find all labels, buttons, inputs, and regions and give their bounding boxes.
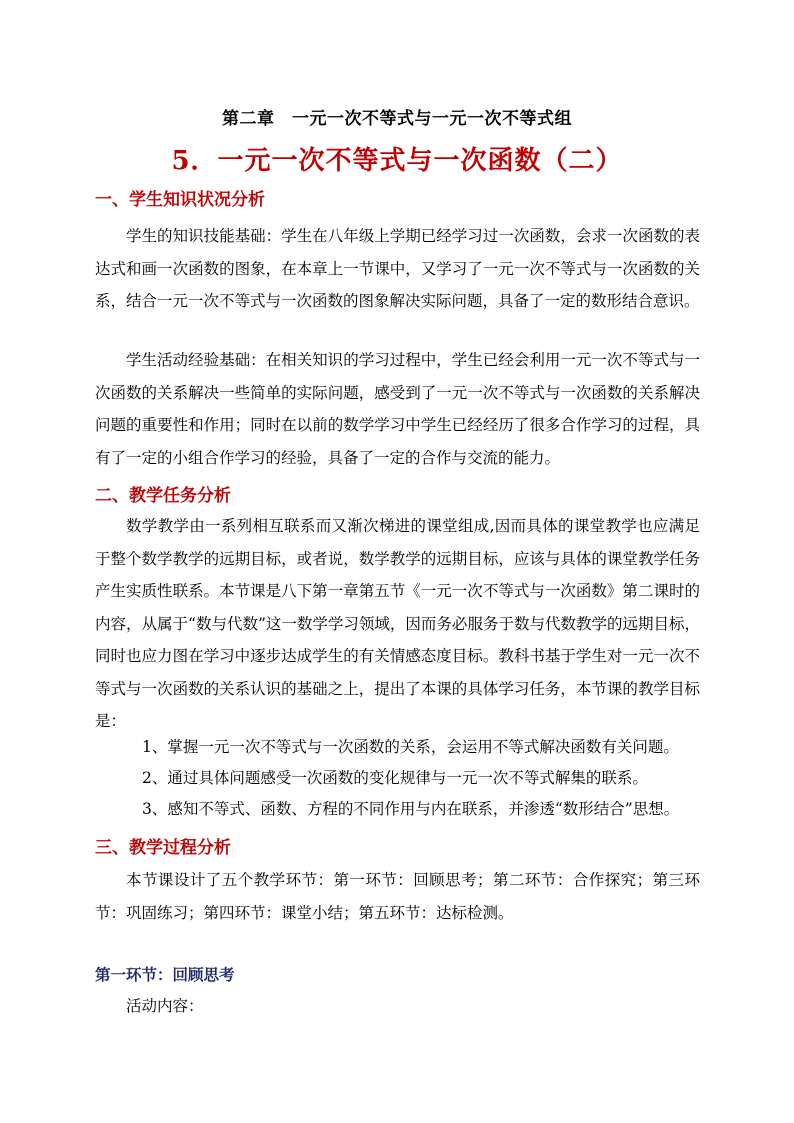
paragraph-activity-experience: 学生活动经验基础：在相关知识的学习过程中，学生已经会利用一元一次不等式与一次函数的关系解决一些简单的实际问题，感受到了一元一次不等式与一次函数的关系解决问题的重要性和作用；同时在以前的数学学习中学生已经经历了很多合作学习的过程，具有了一定的小组合作学习的经验，具备了一定的合作与交流的能力。 [95,351,700,467]
paragraph-process-overview: 本节课设计了五个教学环节：第一环节：回顾思考；第二环节：合作探究；第三环节：巩固练习；第四环节：课堂小结；第五环节：达标检测。 [95,871,700,922]
section-heading-process-analysis: 三、教学过程分析 [95,838,231,858]
section-heading-task-analysis: 二、教学任务分析 [95,486,231,506]
teaching-goal-1: 1、掌握一元一次不等式与一次函数的关系，会运用不等式解决函数有关问题。 [142,738,679,756]
teaching-goal-3: 3、感知不等式、函数、方程的不同作用与内在联系，并渗透“数形结合”思想。 [142,800,680,818]
paragraph-task-analysis: 数学教学由一系列相互联系而又渐次梯进的课堂组成,因而具体的课堂教学也应满足于整个数学教学的远期目标，或者说，数学教学的远期目标，应该与具体的课堂教学任务产生实质性联系。本节课是八下第一章第五节《一元一次不等式与一次函数》第二课时的内容，从属于“数与代数”这一数学学习领域，因而务必服务于数与代数教学的远期目标，同时也应力图在学习中逐步达成学生的有关情感态度目标。教科书基于学生对一元一次不等式与一次函数的关系认识的基础之上，提出了本课的具体学习任务，本节课的教学目标是： [95,517,700,730]
section-heading-student-analysis: 一、学生知识状况分析 [95,190,265,210]
activity-content-label: 活动内容： [126,997,204,1015]
step1-heading: 第一环节：回顾思考 [95,965,235,984]
chapter-title: 第二章 一元一次不等式与一元一次不等式组 [222,109,572,129]
teaching-goal-2: 2、通过具体问题感受一次函数的变化规律与一元一次不等式解集的联系。 [142,769,648,787]
paragraph-knowledge-basis: 学生的知识技能基础：学生在八年级上学期已经学习过一次函数，会求一次函数的表达式和画一次函数的图象，在本章上一节课中，又学习了一元一次不等式与一次函数的关系，结合一元一次不等式与一次函数的图象解决实际问题，具备了一定的数形结合意识。 [95,227,700,310]
lesson-title: 5．一元一次不等式与一次函数（二） [171,146,623,176]
